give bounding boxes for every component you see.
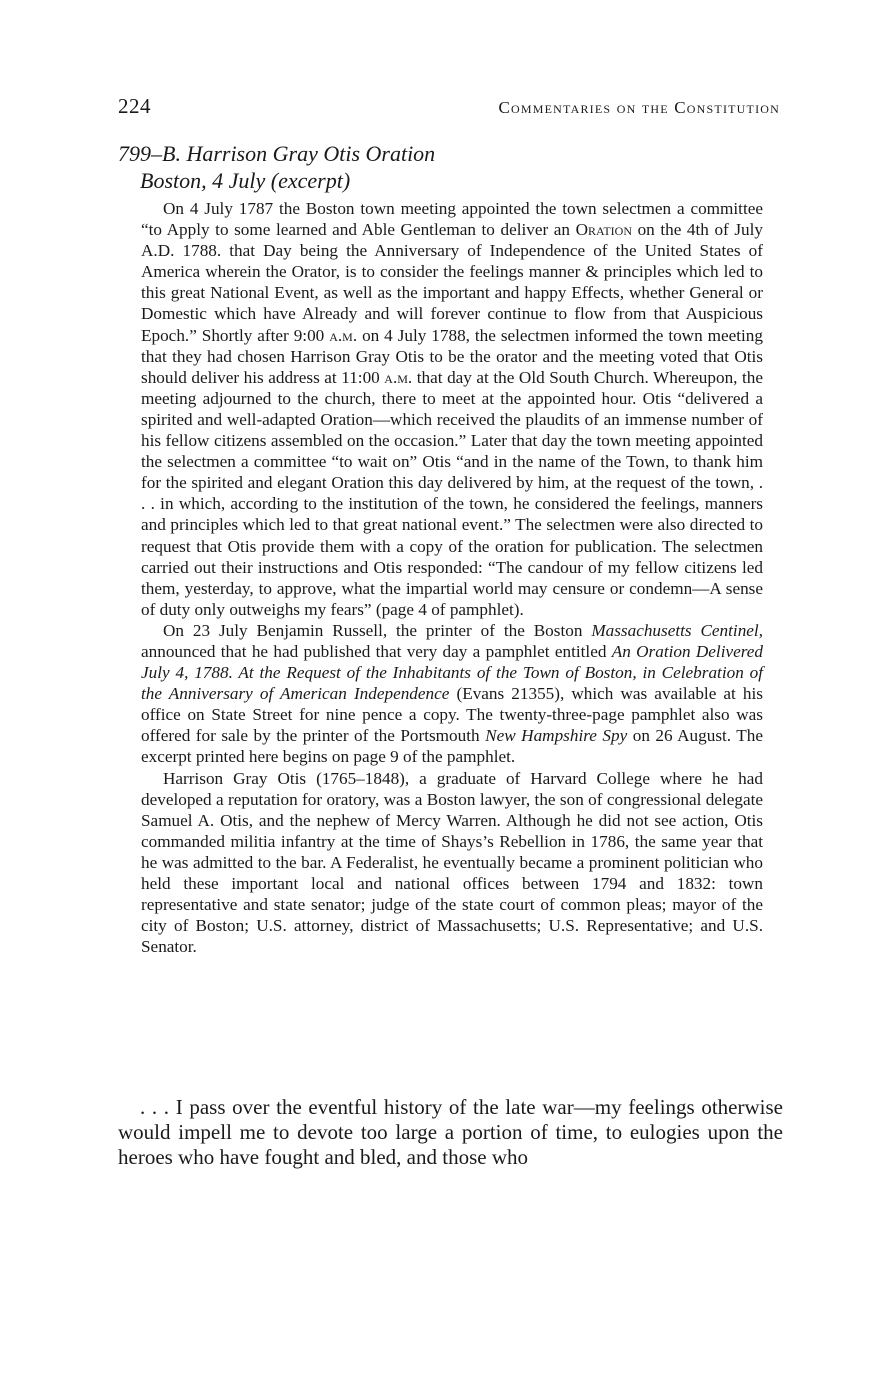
headnote-paragraph-1 [141, 198, 763, 620]
running-head: Commentaries on the Constitution [498, 98, 780, 117]
oration-paragraph: . . . I pass over the eventful history of the late war—my feelings otherwise would impell me to devote too large a portion of time, to eulogies upon the heroes who have fought and bled, and those who [118, 1095, 783, 1169]
headnote-paragraph-2 [141, 620, 763, 768]
heading-subtitle: Boston, 4 July (excerpt) [140, 168, 351, 193]
document-heading [118, 140, 435, 194]
p1-text-b: on the 4th of July A.D. 1788. that Day being the Anniversary of Independence of the United States of America wherein the Orator, is to consider the feelings manner & principles which led to this great National Event, as well as the important and happy Effects, whether General or Domestic which have Already and will forever continue to flow from that Auspicious Epoch.” Shortly after 9:00 [141, 220, 763, 345]
p1-smallcaps-am-1: a.m. [329, 325, 358, 345]
heading-title: 799–B. Harrison Gray Otis Oration [118, 141, 436, 166]
headnote-paragraph-3: Harrison Gray Otis (1765–1848), a graduate of Harvard College where he had developed a reputation for oratory, was a Boston lawyer, the son of congressional delegate Samuel A. Otis, and the nephew of Mercy Warren. Although he did not see action, Otis commanded militia infantry at the time of Shays’s Rebellion in 1786, the same year that he was admitted to the bar. A Federalist, he eventually became a prominent politician who held these important local and national offices between 1794 and 1832: town representative and state senator; judge of the state court of common pleas; mayor of the city of Boston; U.S. attorney, district of Massachusetts; U.S. Representative; and U.S. Senator. [141, 768, 763, 957]
p1-text-d: that day at the Old South Church. Whereupon, the meeting adjourned to the church, there to meet at the appointed hour. Otis “delivered a spirited and well-adapted Oration—which received the plaudits of an immense number of his fellow citizens assembled on the occasion.” Later that day the town meeting appointed the selectmen a committee “to wait on” Otis “and in the name of the Town, to thank him for the spirited and elegant Oration this day delivered by him, at the request of the town, . . . in which, according to the institution of the town, he considered the feelings, manners and principles which led to that great national event.” The selectmen were also directed to request that Otis provide them with a copy of the oration for publication. The selectmen carried out their instructions and Otis responded: “The candour of my fellow citizens led them, yesterday, to approve, what the impartial world may censure or condemn—A sense of duty only outweighs my fears” (page 4 of pamphlet). [141, 367, 763, 619]
page-number: 224 [118, 94, 151, 118]
p2-text-b: announced that he had published that very day a pamphlet entitled [141, 641, 612, 661]
oration-excerpt [118, 1095, 783, 1170]
p2-text-a: On 23 July Benjamin Russell, the printer of the Boston [163, 620, 592, 640]
p1-smallcaps-am-2: a.m. [384, 367, 413, 387]
headnote [141, 198, 763, 957]
p2-italic-centinel: Massachusetts Centinel, [591, 620, 763, 640]
p1-text-c: on 4 July 1788, the selectmen informed the town meeting that they had chosen Harrison Gray Otis to be the orator and the meeting voted that Otis should deliver his address at 11:00 [141, 325, 763, 387]
p1-smallcaps-oration: Oration [575, 220, 632, 240]
p2-italic-pamphlet-title: An Oration Delivered July 4, 1788. At the Request of the Inhabitants of the Town of Boston, in Celebration of the Anniversary of American Independence [141, 641, 763, 704]
page-header [118, 94, 780, 119]
p2-text-c: (Evans 21355), which was available at his office on State Street for nine pence a copy. The twenty-three-page pamphlet also was offered for sale by the printer of the Portsmouth [141, 684, 763, 746]
p2-italic-spy: New Hampshire Spy [485, 726, 628, 746]
p2-text-d: on 26 August. The excerpt printed here begins on page 9 of the pamphlet. [141, 726, 764, 767]
p1-text-a: On 4 July 1787 the Boston town meeting appointed the town selectmen a committee “to Apply to some learned and Able Gentleman to deliver an [141, 199, 763, 240]
